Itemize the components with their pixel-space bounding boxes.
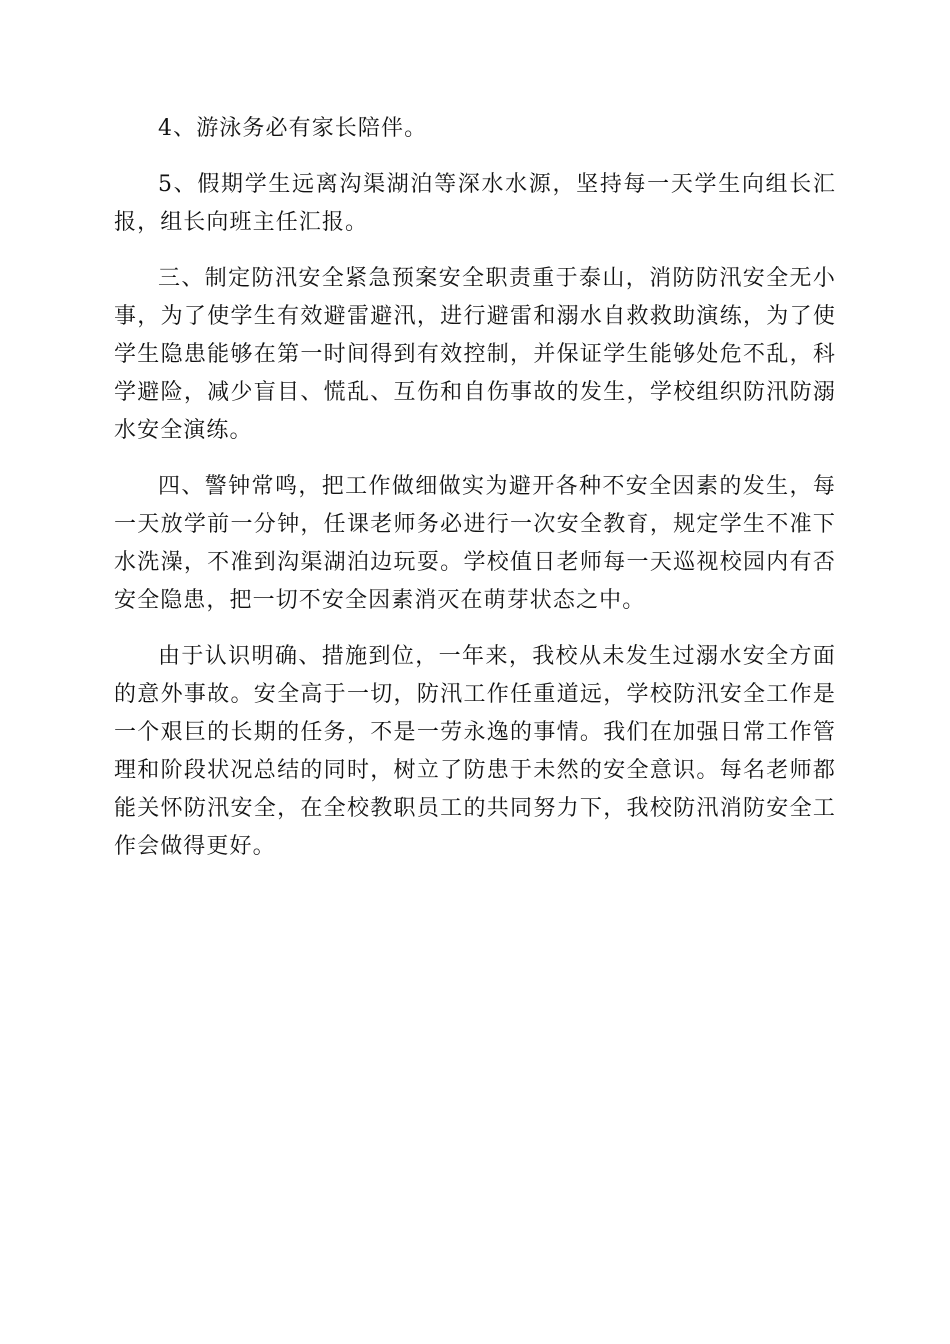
paragraph-warning-bell: 四、警钟常鸣，把工作做细做实为避开各种不安全因素的发生，每一天放学前一分钟，任课老师务必进行一次安全教育，规定学生不准下水洗澡，不准到沟渠湖泊边玩耍。学校值日老师每一天巡视校园内有否安全隐患，把一切不安全因素消灭在萌芽状态之中。	[114, 474, 836, 613]
paragraph-holiday-rule: 5、假期学生远离沟渠湖泊等深水水源，坚持每一天学生向组长汇报，组长向班主任汇报。	[114, 172, 836, 235]
paragraph-emergency-plan: 三、制定防汛安全紧急预案安全职责重于泰山，消防防汛安全无小事，为了使学生有效避雷避汛，进行避雷和溺水自救救助演练，为了使学生隐患能够在第一时间得到有效控制，并保证学生能够处危不乱，科学避险，减少盲目、慌乱、互伤和自伤事故的发生，学校组织防汛防溺水安全演练。	[114, 266, 836, 443]
paragraph-swimming-rule: 4、游泳务必有家长陪伴。	[158, 116, 428, 141]
document-body	[114, 110, 836, 884]
paragraph-conclusion: 由于认识明确、措施到位，一年来，我校从未发生过溺水安全方面的意外事故。安全高于一切，防汛工作任重道远，学校防汛安全工作是一个艰巨的长期的任务，不是一劳永逸的事情。我们在加强日常工作管理和阶段状况总结的同时，树立了防患于未然的安全意识。每名老师都能关怀防汛安全，在全校教职员工的共同努力下，我校防汛消防安全工作会做得更好。	[114, 644, 836, 859]
